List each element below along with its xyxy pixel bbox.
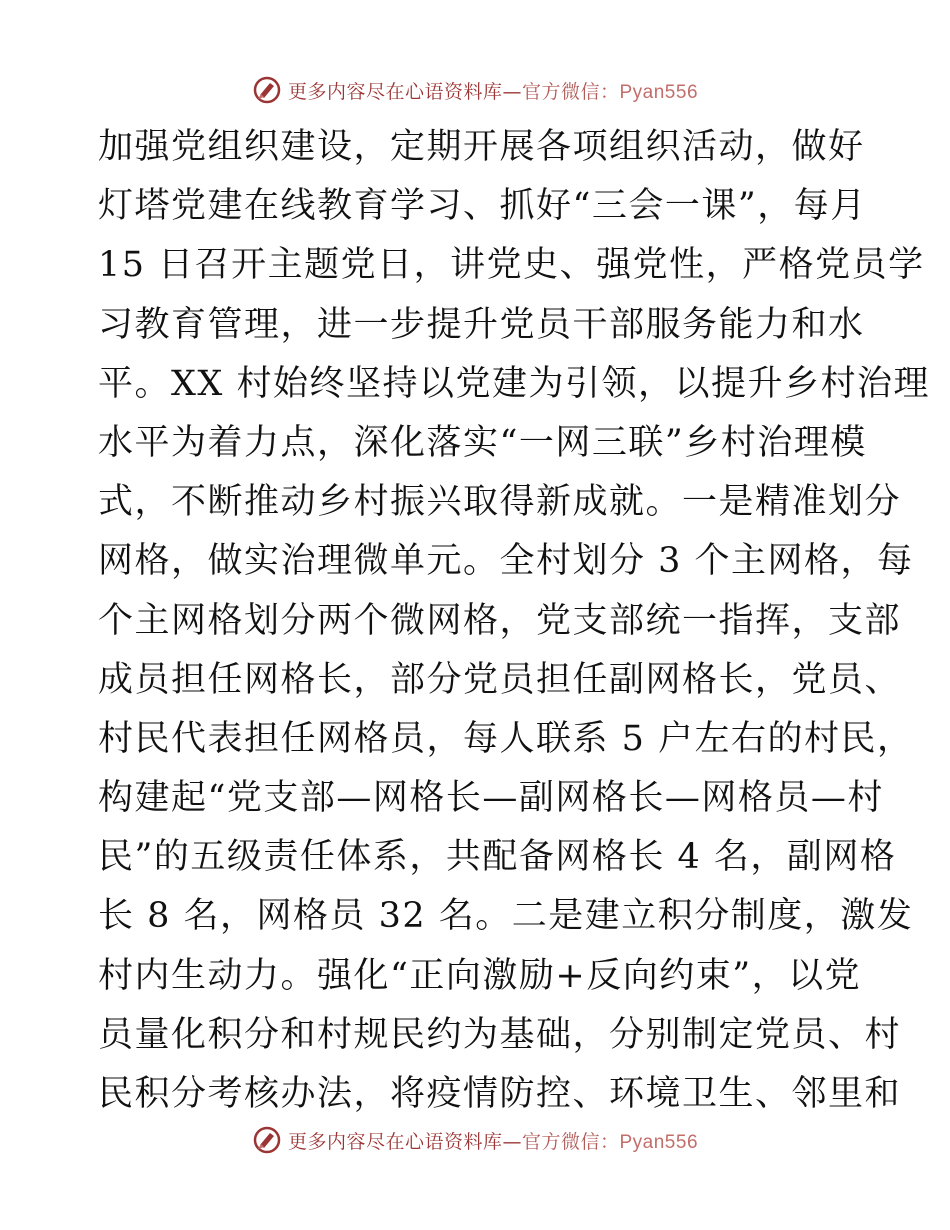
watermark-wechat-label: 官方微信： bbox=[521, 80, 620, 103]
body-line: 长 8 名，网格员 32 名。二是建立积分制度，激发 bbox=[98, 896, 914, 937]
body-line: 村民代表担任网格员，每人联系 5 户左右的村民， bbox=[98, 718, 914, 759]
body-line: 个主网格划分两个微网格，党支部统一指挥，支部 bbox=[98, 600, 902, 641]
header-watermark-banner bbox=[0, 70, 950, 110]
watermark-dash: — bbox=[502, 1130, 522, 1153]
body-line: 村内生动力。强化“正向激励+反向约束”，以党 bbox=[98, 955, 862, 996]
watermark-text bbox=[288, 77, 698, 104]
watermark-main: 更多内容尽在心语资料库 bbox=[287, 1130, 503, 1153]
body-line: 式，不断推动乡村振兴取得新成就。一是精准划分 bbox=[98, 482, 902, 523]
body-line: 平。XX 村始终坚持以党建为引领，以提升乡村治理 bbox=[98, 363, 930, 404]
footer-watermark-banner bbox=[0, 1120, 950, 1160]
book-pen-logo-icon bbox=[252, 75, 282, 105]
body-line: 成员担任网格长，部分党员担任副网格长，党员、 bbox=[98, 659, 902, 700]
watermark-text bbox=[288, 1127, 698, 1154]
body-line: 灯塔党建在线教育学习、抓好“三会一课”，每月 bbox=[98, 186, 867, 227]
body-line: 员量化积分和村规民约为基础，分别制定党员、村 bbox=[98, 1014, 902, 1055]
body-line: 民积分考核办法，将疫情防控、环境卫生、邻里和 bbox=[98, 1074, 902, 1114]
body-line: 习教育管理，进一步提升党员干部服务能力和水 bbox=[98, 304, 865, 345]
watermark-wechat-label: 官方微信： bbox=[521, 1130, 620, 1153]
body-line: 水平为着力点，深化落实“一网三联”乡村治理模 bbox=[98, 422, 867, 463]
document-body bbox=[98, 118, 930, 1124]
body-line: 构建起“党支部—网格长—副网格长—网格员—村 bbox=[98, 778, 884, 819]
watermark-dash: — bbox=[502, 80, 522, 103]
watermark-main: 更多内容尽在心语资料库 bbox=[287, 80, 503, 103]
body-line: 15 日召开主题党日，讲党史、强党性，严格党员学 bbox=[98, 245, 925, 286]
watermark-handle: Pyan556 bbox=[619, 81, 699, 103]
book-pen-logo-icon bbox=[252, 1125, 282, 1155]
body-line: 民”的五级责任体系，共配备网格长 4 名，副网格 bbox=[98, 837, 897, 878]
body-line: 加强党组织建设，定期开展各项组织活动，做好 bbox=[98, 127, 865, 167]
body-line: 网格，做实治理微单元。全村划分 3 个主网格，每 bbox=[98, 541, 914, 582]
watermark-handle: Pyan556 bbox=[619, 1131, 699, 1153]
